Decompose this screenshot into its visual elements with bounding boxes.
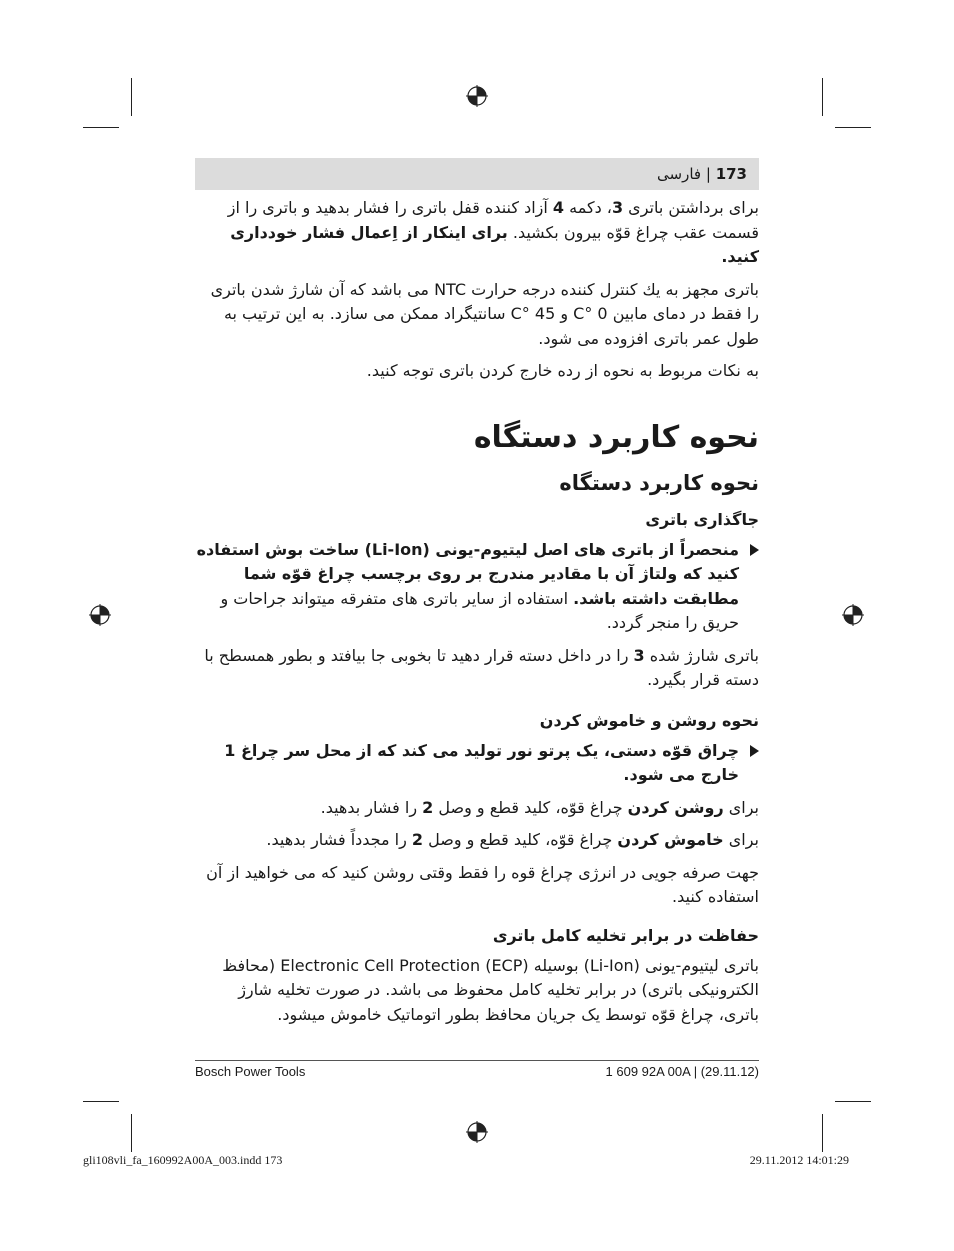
page-number: 173 <box>715 165 747 183</box>
print-slug-filename: gli108vli_fa_160992A00A_003.indd 173 <box>83 1153 283 1167</box>
text: را فشار بدهید. <box>320 797 423 817</box>
text: برای برداشتن باتری <box>623 198 759 217</box>
paragraph-insert-battery <box>195 644 759 693</box>
bullet-triangle-icon <box>750 745 759 757</box>
crop-mark-top-right-horizontal <box>835 127 871 128</box>
battery-ref: 3 <box>633 645 645 665</box>
paragraph-disposal: به نکات مربوط به نحوه از رده خارج کردن باتری توجه کنید. <box>366 361 759 380</box>
battery-ref: 3 <box>611 198 624 217</box>
bullet-bold-text: منحصراً از باتری های اصل لیتیوم-یونی (Li-Ion) ساخت بوش استفاده کنید که ولتاژ آن با مقادیر مندرج بر روی برچسب چراغ قوّه شما مطابقت داشته باشد. <box>196 539 739 608</box>
paragraph-ntc: باتری مجهز به یك کنترل کننده درجه حرارت NTC می باشد که آن شارژ شدن باتری را فقط در دمای مابین 0 °C و 45 °C سانتیگراد ممکن می سازد. به این ترتیب به طول عمر باتری افزوده می شود. <box>210 279 759 348</box>
text: برای <box>723 830 759 849</box>
page-header <box>195 158 759 190</box>
crop-mark-top-left-horizontal <box>83 127 119 128</box>
crop-mark-top-right-vertical <box>822 78 823 116</box>
paragraph-switch-off <box>195 828 759 853</box>
text: برای <box>723 797 759 817</box>
switch-ref: 2 <box>422 797 434 817</box>
crop-mark-bottom-left-vertical <box>131 1114 132 1152</box>
switch-off-bold: خاموش کردن <box>617 830 724 849</box>
text: چراغ قوّه، کلید قطع و وصل <box>423 830 618 849</box>
text: باتری شارژ شده <box>644 645 759 665</box>
footer-doc-number: 1 609 92A 00A | (29.11.12) <box>605 1064 759 1079</box>
bullet-triangle-icon <box>750 544 759 556</box>
crop-mark-bottom-right-vertical <box>822 1114 823 1152</box>
heading-deep-discharge-protection: حفاظت در برابر تخلیه کامل باتری <box>492 925 759 945</box>
header-separator: | <box>705 165 711 183</box>
bullet-original-battery <box>195 538 759 636</box>
text: ، دکمه <box>564 198 612 217</box>
paragraph-switch-on <box>195 796 759 821</box>
crop-mark-bottom-left-horizontal <box>83 1101 119 1102</box>
heading-operation: نحوه کاربرد دستگاه <box>473 419 759 455</box>
warning-bold: برای اینکار از اِعمال فشار خودداری کنید. <box>230 222 759 266</box>
paragraph-energy-saving: جهت صرفه جویی در انرژی چراغ قوه را فقط وقتی روشن کنید که می خواهید از آن استفاده کنید. <box>206 862 759 906</box>
switch-on-bold: روشن کردن <box>627 797 724 817</box>
paragraph-remove-battery <box>195 196 759 270</box>
footer-rule <box>195 1060 759 1061</box>
heading-battery-insertion: جاگذاری باتری <box>645 509 759 529</box>
bullet-bold-text: چراق قوّه دستی، یک پرتو نور تولید می کند که از محل سر چراغ 1 خارج می شود. <box>224 740 739 784</box>
footer-brand: Bosch Power Tools <box>195 1064 306 1079</box>
page-content <box>195 196 759 1035</box>
registration-mark-icon <box>842 604 864 626</box>
crop-mark-top-left-vertical <box>131 78 132 116</box>
registration-mark-icon <box>89 604 111 626</box>
registration-mark-icon <box>466 1121 488 1143</box>
text: آزاد کننده قفل باتری را فشار بدهید و باتری را از قسمت عقب چراغ قوّه بیرون بکشید. <box>227 198 759 242</box>
heading-on-off: نحوه روشن و خاموش کردن <box>539 710 759 730</box>
bullet-light-beam <box>195 739 759 788</box>
button-ref: 4 <box>552 198 565 217</box>
header-language: فارسی <box>657 165 702 183</box>
bullet-normal-text: استفاده از سایر باتری های متفرقه میتواند جراحات و حریق را منجر گردد. <box>220 588 739 632</box>
paragraph-ecp: باتری لیتیوم-یونی (Li-Ion) بوسیله Electronic Cell Protection (ECP) (محافظ الکترونیکی باتری) در برابر تخلیه کامل محفوظ می باشد. در صورت تخلیه شارژ باتری، چراغ قوّه توسط یک جریان محافظ بطور اتوماتیک خاموش میشود. <box>222 955 759 1024</box>
text: چراغ قوّه، کلید قطع و وصل <box>433 797 628 817</box>
page-header-text <box>657 158 747 190</box>
registration-mark-icon <box>466 85 488 107</box>
text: را در داخل دسته قرار دهید تا بخوبی جا بیافتد و بطور همسطح با دسته قرار بگیرد. <box>204 645 759 689</box>
text: را مجدداً فشار بدهید. <box>266 830 412 849</box>
crop-mark-bottom-right-horizontal <box>835 1101 871 1102</box>
subheading-operation: نحوه کاربرد دستگاه <box>559 470 759 495</box>
print-slug-timestamp: 29.11.2012 14:01:29 <box>749 1153 849 1167</box>
switch-ref: 2 <box>411 830 424 849</box>
